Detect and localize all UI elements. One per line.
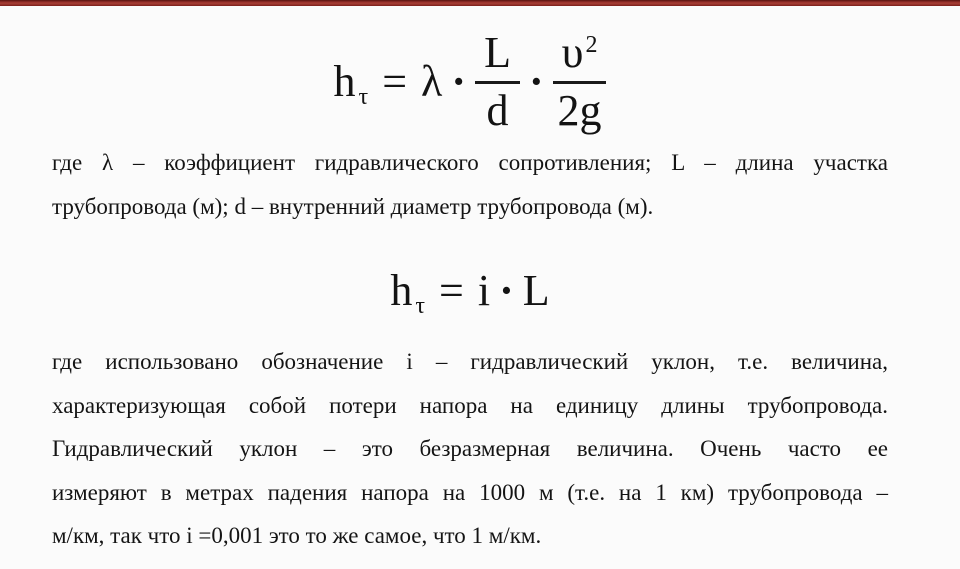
formula2-L: L <box>522 266 550 315</box>
formula2-h-sub-tau: hτ <box>390 266 425 319</box>
text-line: где использовано обозначение i – гидравлический уклон, т.е. величина, <box>52 349 888 374</box>
text-line: характеризующая собой потери напора на единицу длины трубопровода. <box>52 392 888 418</box>
formula1-multiplication-dot: · <box>528 57 544 106</box>
formula-friction-head-loss <box>52 26 888 138</box>
text-line: Гидравлический уклон – это безразмерная величина. Очень часто ее <box>52 436 888 461</box>
formula1-lambda: λ <box>421 57 443 106</box>
formula2-equals-sign: = <box>439 266 464 315</box>
formula1-denominator-2g: 2g <box>557 86 602 135</box>
formula1-fraction-L-over-d <box>475 28 520 135</box>
top-red-rule <box>0 0 960 6</box>
formula1-numerator-v-squared: $\upsilon^2$ <box>553 31 607 84</box>
formula1-h-sub-tau: hτ <box>333 57 369 110</box>
text-line: измеряют в метрах падения напора на 1000 м (т.е. на 1 км) трубопровода – <box>52 479 888 505</box>
paragraph-gradient-definition <box>52 340 888 558</box>
formula1-numerator-L: L <box>475 31 520 84</box>
formula1-exponent-2: 2 <box>585 32 598 59</box>
formula2-tau-subscript: τ <box>415 292 425 319</box>
text-line: м/км, так что i =0,001 это то же самое, что 1 м/км. <box>52 523 542 548</box>
paragraph-lambda-definition <box>52 141 888 228</box>
formula1-multiplication-dot: · <box>451 57 467 106</box>
text-line: трубопровода (м); d – внутренний диаметр трубопровода (м). <box>52 193 654 219</box>
formula2-multiplication-dot: · <box>499 266 514 315</box>
text-line: где λ – коэффициент гидравлического сопротивления; L – длина участка <box>52 150 888 175</box>
formula1-denominator-d: d <box>486 86 509 135</box>
formula1-tau-subscript: τ <box>358 83 369 110</box>
formula1-fraction-v2-over-2g <box>553 28 607 135</box>
formula2-i: i <box>477 266 491 315</box>
formula1-equals-sign: = <box>382 57 408 106</box>
formula-hydraulic-gradient <box>52 256 888 326</box>
